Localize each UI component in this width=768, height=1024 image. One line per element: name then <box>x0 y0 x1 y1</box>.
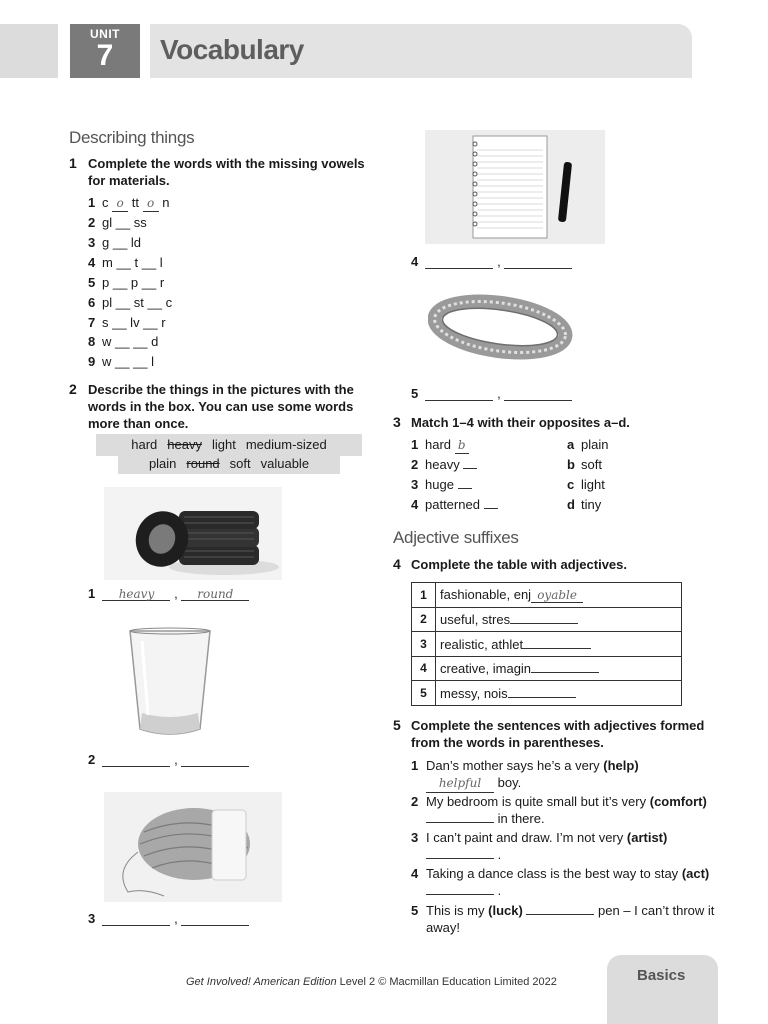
exercise-3-number: 3 <box>393 414 401 430</box>
exercise-1-instruction: Complete the words with the missing vowels for materials. <box>88 156 365 188</box>
ex5-answer-5[interactable] <box>526 902 594 915</box>
ex1-example-vowel-1: o <box>112 195 128 212</box>
ex1-item-6: 6 pl __ st __ c <box>88 295 173 310</box>
ex3-answer-1[interactable]: b <box>455 437 469 454</box>
table-row: 1 fashionable, enj oyable <box>412 583 682 608</box>
ex1-item-4: 4 m __ t __ l <box>88 255 163 270</box>
ex1-item-3: 3 g __ ld <box>88 235 142 250</box>
ex5-sentence-5: 5 This is my (luck) pen – I can’t throw it away! <box>411 903 715 935</box>
ex1-item-9: 9 w __ __ l <box>88 354 155 369</box>
ex5-sentence-2: 2 My bedroom is quite small but it’s very (comfort) in there. <box>411 794 707 826</box>
ex3-left-1: 1 hard b <box>411 437 469 454</box>
ex4-answer-1[interactable]: oyable <box>531 588 583 603</box>
ex2-answer-2b[interactable] <box>181 753 249 767</box>
unit-number: 7 <box>96 39 114 72</box>
footer-copyright: Get Involved! American Edition Level 2 © Macmillan Education Limited 2022 <box>186 976 557 988</box>
ex2-answer-5: 5 , <box>411 386 572 401</box>
exercise-5-number: 5 <box>393 717 401 733</box>
ex3-right-b: b soft <box>567 457 602 472</box>
page-title: Vocabulary <box>160 34 304 65</box>
ex2-answer-2a[interactable] <box>102 753 170 767</box>
word-box-row-2: plain round soft valuable <box>118 454 340 474</box>
table-row: 4 creative, imagin <box>412 656 682 681</box>
ex3-right-c: c light <box>567 477 605 492</box>
unit-badge <box>70 24 140 78</box>
table-row: 3 realistic, athlet <box>412 632 682 657</box>
exercise-1-number: 1 <box>69 155 77 171</box>
ex2-answer-5a[interactable] <box>425 387 493 401</box>
ex3-answer-3[interactable] <box>458 488 472 489</box>
word-box-row-1: hard heavy light medium-sized <box>96 434 362 456</box>
ex5-sentence-3: 3 I can’t paint and draw. I’m not very (artist) . <box>411 830 668 862</box>
ex3-left-2: 2 heavy <box>411 457 477 473</box>
ring-image <box>428 285 573 365</box>
ex3-right-d: d tiny <box>567 497 602 512</box>
ex2-answer-3b[interactable] <box>181 912 249 926</box>
footer-tab-label: Basics <box>637 967 686 984</box>
ex3-answer-4[interactable] <box>484 508 498 509</box>
ex2-answer-4b[interactable] <box>504 255 572 269</box>
ex4-answer-4[interactable] <box>531 660 599 673</box>
header-left-block <box>0 24 58 78</box>
ex3-left-4: 4 patterned <box>411 497 498 513</box>
ex5-sentence-4: 4 Taking a dance class is the best way to stay (act) . <box>411 866 710 898</box>
ex2-answer-1a[interactable]: heavy <box>102 587 170 601</box>
ex2-answer-4: 4 , <box>411 254 572 269</box>
section-title-describing: Describing things <box>69 128 195 147</box>
ex1-item-8: 8 w __ __ d <box>88 334 159 349</box>
ex5-answer-4[interactable] <box>426 882 494 895</box>
exercise-4-number: 4 <box>393 556 401 572</box>
exercise-4-instruction: Complete the table with adjectives. <box>411 557 627 572</box>
ex2-answer-3a[interactable] <box>102 912 170 926</box>
ex5-answer-3[interactable] <box>426 846 494 859</box>
ex5-sentence-1: 1 Dan’s mother says he’s a very (help) helpful boy. <box>411 757 721 793</box>
ex3-answer-2[interactable] <box>463 468 477 469</box>
ex1-item-1: 1 c o tt o n <box>88 195 170 210</box>
ex2-answer-1b[interactable]: round <box>181 587 249 601</box>
ex5-answer-2[interactable] <box>426 810 494 823</box>
ex2-answer-2: 2 , <box>88 752 249 767</box>
yarn-image <box>104 792 282 902</box>
exercise-5-instruction: Complete the sentences with adjectives formed from the words in parentheses. <box>411 718 705 750</box>
footer-tab <box>607 955 718 1024</box>
ex3-right-a: a plain <box>567 437 609 452</box>
table-row: 5 messy, nois <box>412 681 682 706</box>
ex2-answer-3: 3 , <box>88 911 249 926</box>
ex4-answer-3[interactable] <box>523 636 591 649</box>
ex2-answer-1: 1 heavy , round <box>88 586 249 601</box>
section-title-suffixes: Adjective suffixes <box>393 528 519 547</box>
word-box <box>96 434 362 474</box>
tyres-image <box>104 487 282 580</box>
ex1-item-7: 7 s __ lv __ r <box>88 315 166 330</box>
table-row: 2 useful, stres <box>412 607 682 632</box>
exercise-2-instruction: Describe the things in the pictures with the words in the box. You can use some words more than once. <box>88 382 354 431</box>
exercise-2-number: 2 <box>69 381 77 397</box>
adjective-table <box>411 582 682 706</box>
glass-image <box>120 625 220 745</box>
ex1-item-2: 2 gl __ ss <box>88 215 147 230</box>
ex1-item-5: 5 p __ p __ r <box>88 275 165 290</box>
ex5-answer-1[interactable]: helpful <box>426 775 494 793</box>
ex4-answer-2[interactable] <box>510 611 578 624</box>
exercise-3-instruction: Match 1–4 with their opposites a–d. <box>411 415 630 430</box>
ex3-left-3: 3 huge <box>411 477 472 493</box>
ex2-answer-4a[interactable] <box>425 255 493 269</box>
unit-label: UNIT <box>90 27 120 41</box>
ex2-answer-5b[interactable] <box>504 387 572 401</box>
ex1-example-vowel-2: o <box>143 195 159 212</box>
notebook-image <box>425 130 605 244</box>
ex4-answer-5[interactable] <box>508 685 576 698</box>
